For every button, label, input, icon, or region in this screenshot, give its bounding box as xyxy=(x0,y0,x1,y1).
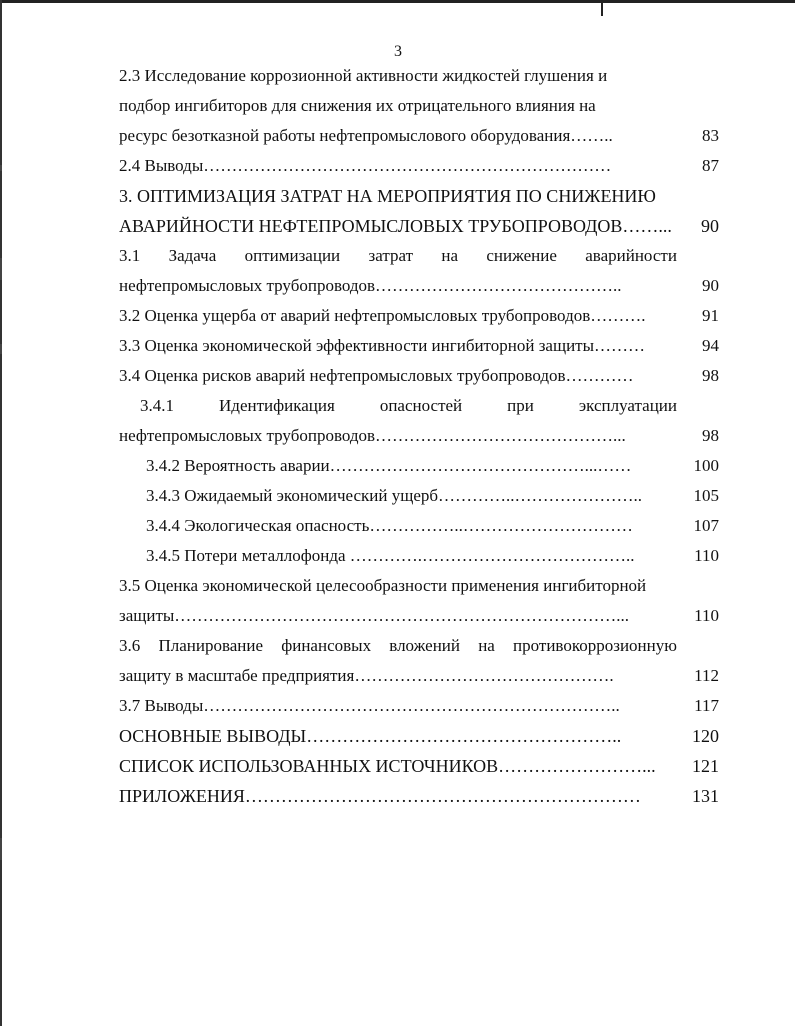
toc-page-number: 131 xyxy=(692,786,719,806)
toc-page-number: 100 xyxy=(693,456,719,475)
toc-entry-text: 2.4 Выводы……………………………………………………………… xyxy=(119,156,612,175)
toc-page-number: 112 xyxy=(694,666,719,685)
toc-entry-text: 3.4 Оценка рисков аварий нефтепромысловых трубопроводов………… xyxy=(119,366,634,385)
toc-line xyxy=(119,574,719,598)
toc-line xyxy=(146,514,719,538)
toc-entry-text: нефтепромысловых трубопроводов……………………………………... xyxy=(119,426,626,445)
toc-entry-text: 2.3 Исследование коррозионной активности жидкостей глушения и xyxy=(119,66,608,85)
toc-word: снижение xyxy=(486,246,557,265)
toc-page-number: 105 xyxy=(693,486,719,505)
toc-word: вложений xyxy=(389,636,460,655)
toc-entry-text: защиту в масштабе предприятия………………………………………. xyxy=(119,666,614,685)
toc-entry-text: ресурс безотказной работы нефтепромыслового оборудования…….. xyxy=(119,126,613,145)
scan-speck xyxy=(0,344,2,354)
toc-entry-text: подбор ингибиторов для снижения их отрицательного влияния на xyxy=(119,96,596,115)
toc-page-number: 87 xyxy=(702,156,719,175)
toc-line xyxy=(146,544,719,568)
toc-line xyxy=(119,304,719,328)
toc-word: на xyxy=(441,246,458,265)
toc-line xyxy=(119,334,719,358)
toc-line xyxy=(119,754,719,778)
toc-page-number: 98 xyxy=(702,426,719,445)
toc-entry-text: 3.4.2 Вероятность аварии………………………………………...…… xyxy=(146,456,632,475)
toc-page-number: 94 xyxy=(702,336,719,355)
toc-word: 3.6 xyxy=(119,636,141,655)
toc-word: 3.4.1 xyxy=(140,396,174,415)
toc-word: на xyxy=(478,636,495,655)
toc-entry-text: 3.4.3 Ожидаемый экономический ущерб…………..………………….. xyxy=(146,486,643,505)
toc-entry-text: 3.5 Оценка экономической целесообразности применения ингибиторной xyxy=(119,576,647,595)
toc-word: при xyxy=(507,396,534,415)
toc-word: эксплуатации xyxy=(578,396,677,415)
toc-word: Идентификация xyxy=(219,396,335,415)
toc-line xyxy=(119,244,677,268)
toc-page-number: 110 xyxy=(694,606,719,625)
scan-top-edge xyxy=(0,0,795,3)
toc-line xyxy=(119,94,719,118)
toc-page-number: 121 xyxy=(692,756,719,776)
toc-line xyxy=(119,784,719,808)
toc-entry-text: ОСНОВНЫЕ ВЫВОДЫ…………………………………………….. xyxy=(119,726,622,746)
scan-corner-mark xyxy=(601,0,603,16)
toc-line xyxy=(146,454,719,478)
toc-line xyxy=(119,364,719,388)
toc-word: 3.1 xyxy=(119,246,141,265)
toc-word: финансовых xyxy=(281,636,372,655)
toc-page-number: 107 xyxy=(693,516,719,535)
scan-speck xyxy=(0,258,2,280)
toc-word: затрат xyxy=(368,246,413,265)
toc-line xyxy=(140,394,677,418)
toc-entry-text: 3.4.4 Экологическая опасность……………..………………………… xyxy=(146,516,633,535)
toc-page-number: 90 xyxy=(702,276,719,295)
toc-line xyxy=(119,424,719,448)
toc-line xyxy=(119,184,719,208)
toc-entry-text: СПИСОК ИСПОЛЬЗОВАННЫХ ИСТОЧНИКОВ……………………... xyxy=(119,756,656,776)
toc-page-number: 83 xyxy=(702,126,719,145)
toc-entry-text: ПРИЛОЖЕНИЯ………………………………………………………… xyxy=(119,786,641,806)
scan-speck xyxy=(0,165,2,171)
toc-page-number: 91 xyxy=(702,306,719,325)
toc-line xyxy=(119,724,719,748)
toc-line xyxy=(119,274,719,298)
scan-left-edge xyxy=(0,0,2,1026)
toc-line xyxy=(119,64,719,88)
toc-word: оптимизации xyxy=(244,246,341,265)
toc-line xyxy=(119,124,719,148)
toc-line xyxy=(119,634,677,658)
toc-line xyxy=(119,214,719,238)
toc-line xyxy=(119,664,719,688)
page-number: 3 xyxy=(394,43,402,60)
toc-word: Задача xyxy=(168,246,217,265)
toc-entry-text: 3. ОПТИМИЗАЦИЯ ЗАТРАТ НА МЕРОПРИЯТИЯ ПО СНИЖЕНИЮ xyxy=(119,186,656,206)
toc-entry-text: АВАРИЙНОСТИ НЕФТЕПРОМЫСЛОВЫХ ТРУБОПРОВОДОВ……... xyxy=(119,216,672,236)
toc-page-number: 117 xyxy=(694,696,719,715)
toc-word: Планирование xyxy=(158,636,264,655)
toc-entry-text: 3.2 Оценка ущерба от аварий нефтепромысловых трубопроводов………. xyxy=(119,306,646,325)
toc-entry-text: 3.7 Выводы……………………………………………………………….. xyxy=(119,696,620,715)
toc-line xyxy=(146,484,719,508)
toc-page-number: 110 xyxy=(694,546,719,565)
toc-word: аварийности xyxy=(585,246,677,265)
scan-speck xyxy=(0,580,2,610)
toc-word: противокоррозионную xyxy=(513,636,677,655)
toc-entry-text: 3.4.5 Потери металлофонда ………….……………………………….. xyxy=(146,546,635,565)
toc-page-number: 90 xyxy=(701,216,719,236)
scan-speck xyxy=(0,838,2,860)
toc-line xyxy=(119,154,719,178)
toc-entry-text: нефтепромысловых трубопроводов…………………………………….. xyxy=(119,276,622,295)
toc-line xyxy=(119,694,719,718)
toc-page-number: 98 xyxy=(702,366,719,385)
toc-page-number: 120 xyxy=(692,726,719,746)
toc-line xyxy=(119,604,719,628)
toc-entry-text: 3.3 Оценка экономической эффективности ингибиторной защиты……… xyxy=(119,336,646,355)
toc-entry-text: защиты……………………………………………………………………... xyxy=(119,606,630,625)
toc-word: опасностей xyxy=(379,396,463,415)
